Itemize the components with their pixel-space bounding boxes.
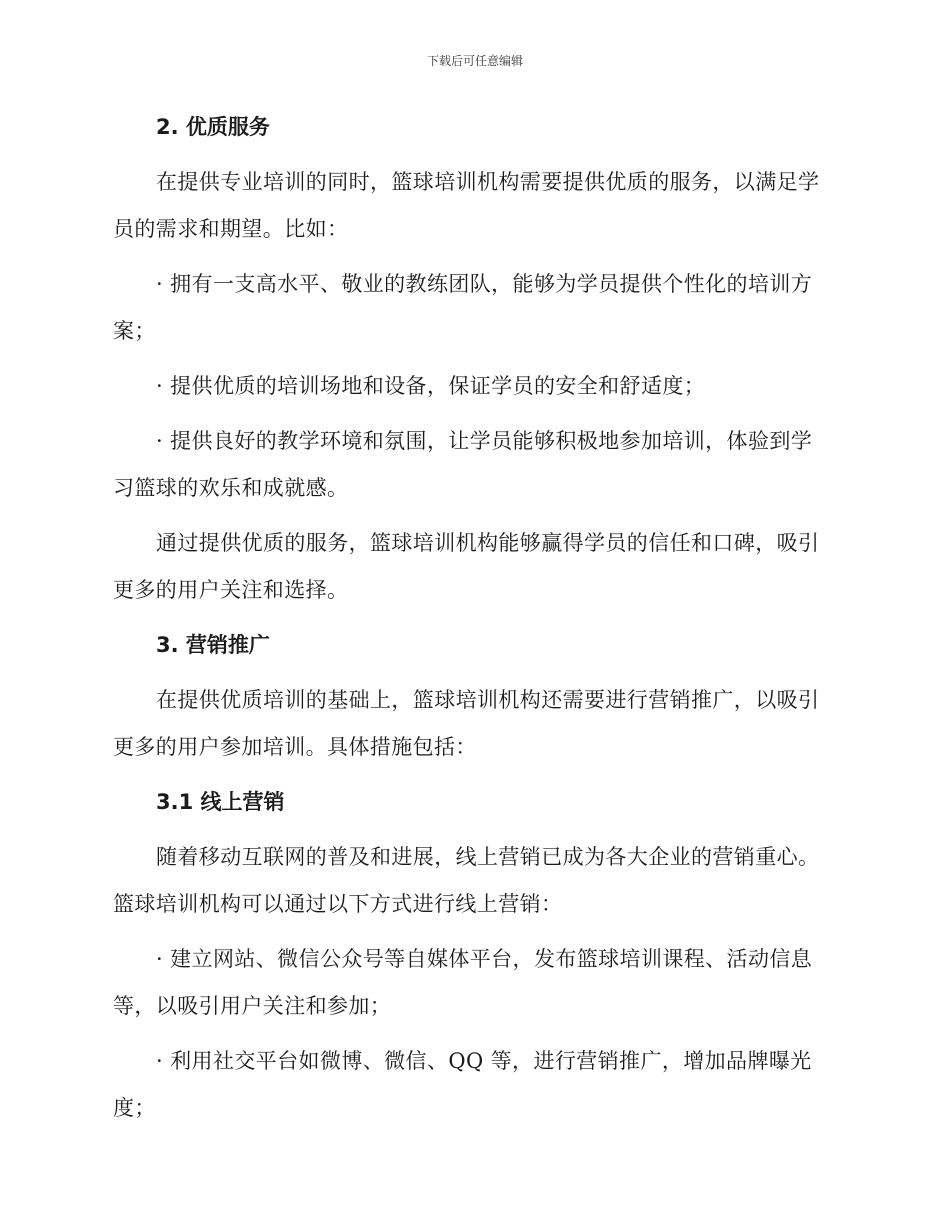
paragraph: 在提供优质培训的基础上，篮球培训机构还需要进行营销推广，以吸引更多的用户参加培训。具体措施包括： xyxy=(113,688,820,759)
bullet-item: · 拥有一支高水平、敬业的教练团队，能够为学员提供个性化的培训方案； xyxy=(113,272,813,343)
paragraph: 在提供专业培训的同时，篮球培训机构需要提供优质的服务，以满足学员的需求和期望。比如： xyxy=(113,170,820,241)
paragraph: 随着移动互联网的普及和进展，线上营销已成为各大企业的营销重心。篮球培训机构可以通过以下方式进行线上营销： xyxy=(113,845,820,916)
section-heading-marketing: 3. 营销推广 xyxy=(156,633,270,657)
header-note: 下载后可任意编辑 xyxy=(426,54,523,68)
bullet-item: · 建立网站、微信公众号等自媒体平台，发布篮球培训课程、活动信息等，以吸引用户关注和参加； xyxy=(113,947,813,1018)
bullet-item: · 利用社交平台如微博、微信、QQ 等，进行营销推广，增加品牌曝光度； xyxy=(113,1049,812,1120)
bullet-item: · 提供良好的教学环境和氛围，让学员能够积极地参加培训，体验到学习篮球的欢乐和成就感。 xyxy=(113,429,813,500)
bullet-item: · 提供优质的培训场地和设备，保证学员的安全和舒适度； xyxy=(156,374,706,398)
subsection-heading-online-marketing: 3.1 线上营销 xyxy=(156,790,285,814)
section-heading-quality-service: 2. 优质服务 xyxy=(156,115,270,139)
document-body xyxy=(113,104,831,1140)
paragraph: 通过提供优质的服务，篮球培训机构能够赢得学员的信任和口碑，吸引更多的用户关注和选择。 xyxy=(113,531,820,602)
